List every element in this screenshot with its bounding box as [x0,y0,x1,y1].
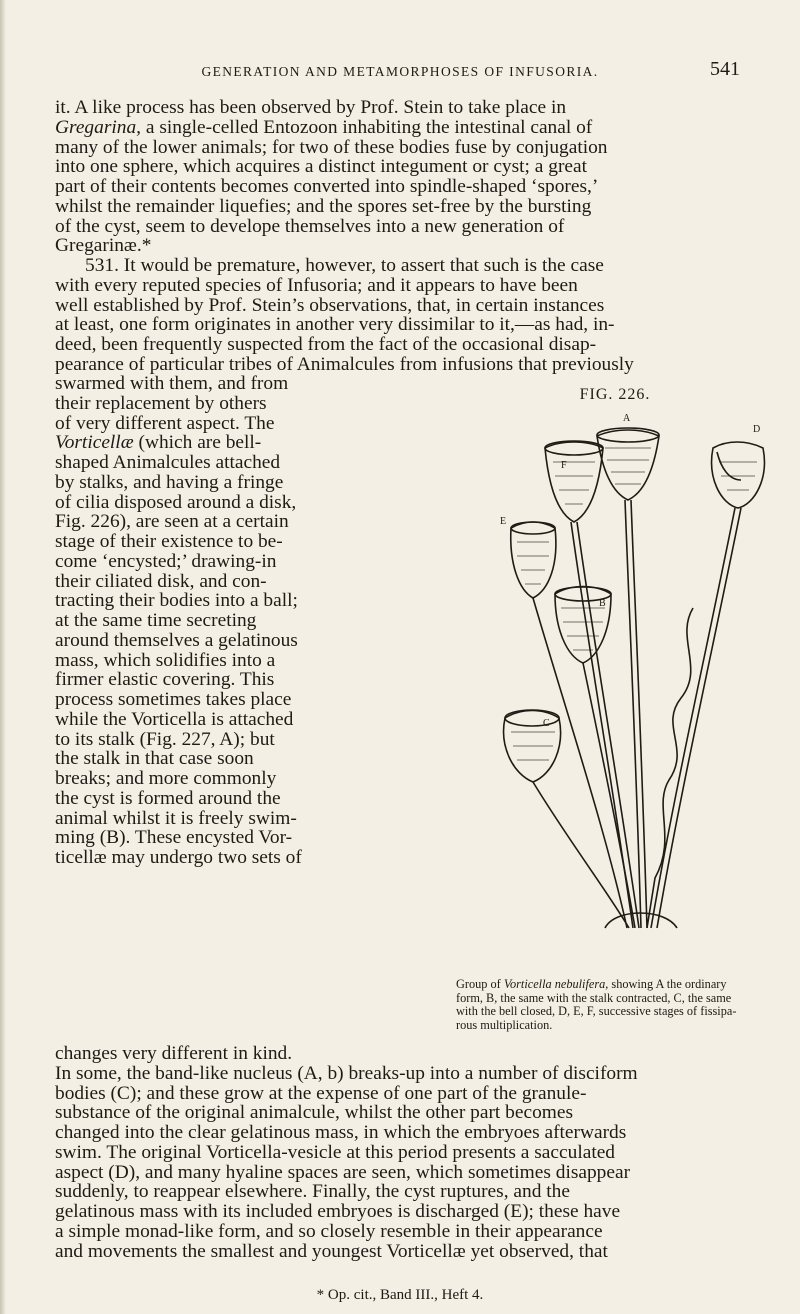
text-line: Fig. 226), are seen at a certain [55,511,289,533]
text-line: tracting their bodies into a ball; [55,590,298,612]
text-line: the cyst is formed around the [55,787,281,809]
bell-d [712,442,765,508]
text-line: at the same time secreting [55,610,257,631]
stalk-coiled [647,608,693,928]
text-line: the stalk in that case soon [55,748,254,770]
text-line: Gregarina, a single-celled Entozoon inhabiting the intestinal canal of [55,116,593,138]
text-line: bodies (C); and these grow at the expense of one part of the granule- [55,1082,587,1104]
text-line: firmer elastic covering. This [55,669,275,691]
caption-line: form, B, the same with the stalk contracted, C, the same [456,990,732,1005]
text-line: swarmed with them, and from [55,373,289,394]
text-line: animal whilst it is freely swim- [55,807,297,829]
paragraph-531-narrow-column [55,374,455,868]
caption-line: rous multiplication. [456,1017,553,1032]
caption-species: Vorticella nebulifera, [503,977,609,991]
text-line: process sometimes takes place [55,689,292,710]
label-a: A [623,413,631,424]
text-line: deed, been frequently suspected from the fact of the occasional disap- [55,334,597,355]
paragraph-531 [55,256,745,375]
text-line: swim. The original Vorticella-vesicle at this period presents a sacculated [55,1141,616,1163]
figure-title: FIG. 226. [579,386,651,403]
text-line: gelatinous mass with its included embryoes is discharged (E); these have [55,1201,621,1222]
vorticella-illustration [455,408,775,934]
footnote: * Op. cit., Band III., Heft 4. [316,1287,484,1303]
text-line: changes very different in kind. [55,1043,293,1064]
text-line: a simple monad-like form, and so closely resemble in their appearance [55,1220,603,1242]
label-f: F [561,460,567,471]
text-line: with every reputed species of Infusoria; and it appears to have been [55,274,578,296]
text-line: by stalks, and having a fringe [55,471,284,493]
text-line: while the Vorticella is attached [55,708,294,730]
stalk-d [651,508,735,928]
caption-line: Group of Vorticella nebulifera, showing A the ordinary [456,977,727,991]
text-line: stage of their existence to be- [55,531,283,552]
bell-e-disk [511,522,555,534]
bell-c-disk [505,710,559,726]
genus-name: Gregarina, [55,116,141,138]
text-line: their replacement by others [55,392,267,414]
text-line: it. A like process has been observed by Prof. Stein to take place in [55,97,567,118]
text-line: suddenly, to reappear elsewhere. Finally, the cyst ruptures, and the [55,1181,570,1203]
figure-caption [456,978,756,1032]
text-line: many of the lower animals; for two of these bodies fuse by conjugation [55,136,608,158]
bell-f-disk [545,441,603,455]
text-line: ticellæ may undergo two sets of [55,847,302,868]
text-line: shaped Animalcules attached [55,452,281,473]
figure-226 [455,386,775,934]
stalk-f-inner [577,522,639,928]
text-line: at least, one form originates in another very dissimilar to it,—as had, in- [55,314,615,336]
label-d: D [753,424,761,435]
page-number: 541 [710,58,740,80]
text-line: to its stalk (Fig. 227, A); but [55,728,275,750]
text-line: come ‘encysted;’ drawing-in [55,550,277,572]
page-header [30,58,770,92]
text-line: breaks; and more commonly [55,768,277,789]
text-line: mass, which solidifies into a [55,649,276,671]
text-line: In some, the band-like nucleus (A, b) breaks-up into a number of disciform [55,1062,638,1084]
text-line: well established by Prof. Stein’s observations, that, in certain instances [55,294,605,316]
text-line: Gregarinæ.* [55,235,152,257]
text-line: around themselves a gelatinous [55,629,298,651]
label-e: E [500,516,507,527]
text-line: their ciliated disk, and con- [55,570,267,592]
text-line: Vorticellæ (which are bell- [55,432,262,454]
text-line: 531. It would be premature, however, to assert that such is the case [85,255,604,276]
label-c: C [543,718,550,729]
running-head: GENERATION AND METAMORPHOSES OF INFUSORIA. [201,64,599,79]
caption-line: with the bell closed, D, E, F, successive stages of fissipa- [456,1004,737,1018]
opening-paragraph [55,98,745,256]
text-line: changed into the clear gelatinous mass, in which the embryoes afterwards [55,1122,627,1143]
text-line: substance of the original animalcule, whilst the other part becomes [55,1102,573,1124]
text-line: aspect (D), and many hyaline spaces are seen, which sometimes disappear [55,1161,631,1183]
genus-name: Vorticellæ [55,432,134,454]
text-line: into one sphere, which acquires a distinct integument or cyst; a great [55,156,588,178]
scan-edge [0,0,6,1314]
stalk-d-inner [657,508,741,928]
text-line: and movements the smallest and youngest Vorticellæ yet observed, that [55,1240,608,1262]
stalk-b [583,663,635,928]
text-line: of very different aspect. The [55,412,275,434]
text-line: pearance of particular tribes of Animalcules from infusions that previously [55,353,634,375]
text-line: whilst the remainder liquefies; and the spores set-free by the bursting [55,195,592,217]
text-line: part of their contents becomes converted into spindle-shaped ‘spores,’ [55,176,599,197]
stalk-e [533,598,627,928]
bell-f [545,442,603,522]
text-line: of the cyst, seem to develope themselves into a new generation of [55,215,565,237]
closing-paragraph [55,1044,745,1261]
text-line: of cilia disposed around a disk, [55,491,297,513]
text-line: ming (B). These encysted Vor- [55,827,293,849]
label-b: B [599,598,606,609]
